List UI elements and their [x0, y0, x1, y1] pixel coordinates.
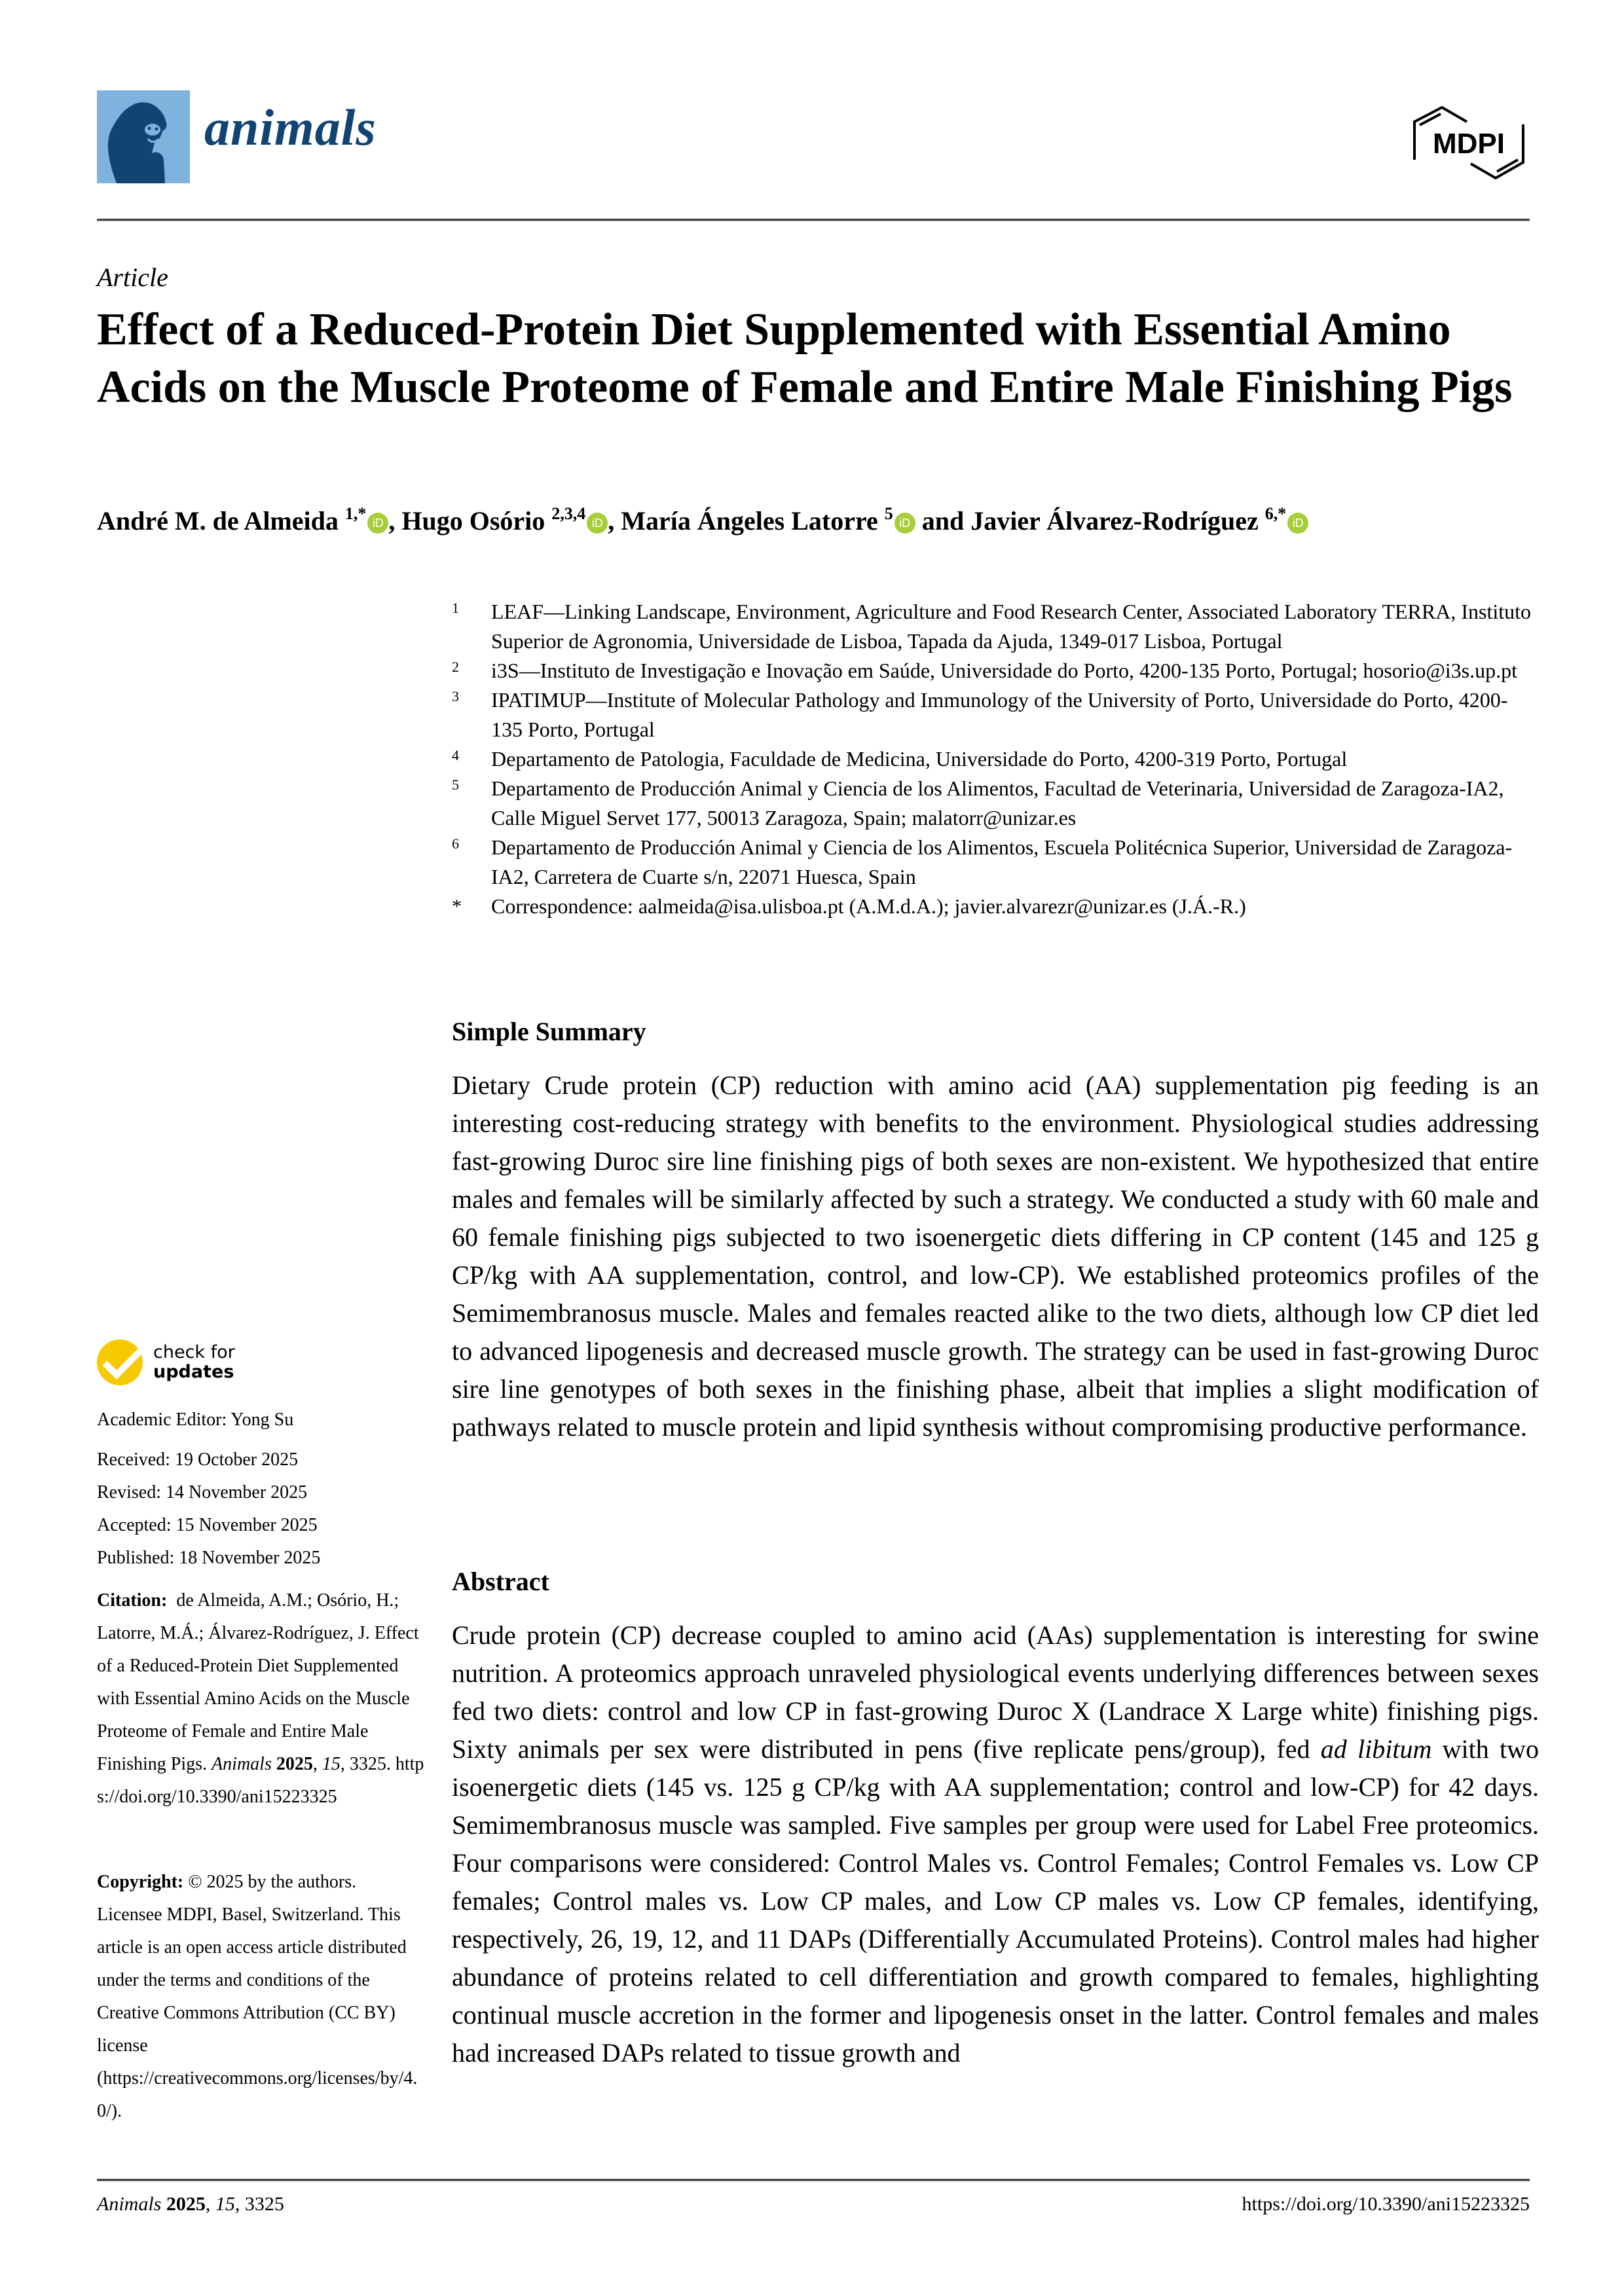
- citation-block: Citation: de Almeida, A.M.; Osório, H.; Latorre, M.Á.; Álvarez-Rodríguez, J. Effect of a Reduced-Protein Diet Supplemented with Essential Amino Acids on the Muscle Proteome of Female and Entire Male Finishing Pigs. Animals 2025, 15, 3325. https://doi.org/10.3390/ani15223325: [97, 1590, 424, 1807]
- abstract-heading: Abstract: [452, 1567, 549, 1596]
- affiliations: [452, 597, 1539, 921]
- affiliation-item: 3 IPATIMUP—Institute of Molecular Pathology and Immunology of the University of Porto, Universidade do Porto, 4200-135 Porto, Portugal: [452, 688, 1508, 741]
- orcid-icon[interactable]: iD: [587, 513, 608, 534]
- article-title: Effect of a Reduced-Protein Diet Supplemented with Essential Amino Acids on the Muscle Proteome of Female and Entire Male Finishing Pigs: [97, 304, 1513, 412]
- orcid-icon[interactable]: iD: [895, 513, 915, 534]
- received-date: Received: 19 October 2025: [97, 1449, 299, 1470]
- author-list: André M. de Almeida $^{1,*}$ iD , Hugo Osório $^{2,3,4}$ iD , María Ángeles Latorre $^5$ iD and Javier Álvarez-Rodríguez $^{6,*}$ iD: [97, 504, 1308, 536]
- citation-doi-link[interactable]: https://doi.org/10.3390/ani15223325: [97, 1754, 424, 1807]
- affiliation-item: 5 Departamento de Producción Animal y Ciencia de los Alimentos, Facultad de Veterinaria, Universidad de Zaragoza-IA2, Calle Miguel Servet 177, 50013 Zaragoza, Spain; malatorr@unizar.es: [452, 776, 1504, 829]
- published-date: Published: 18 November 2025: [97, 1548, 321, 1568]
- abstract-text: Crude protein (CP) decrease coupled to amino acid (AAs) supplementation is interesting for swine nutrition. A proteomics approach unraveled physiological events underlying differences between sexes fed two diets: control and low CP in fast-growing Duroc X (Landrace X Large white) finishing pigs. Sixty animals per sex were distributed in pens (five replicate pens/group), fed ad libitum with two isoenergetic diets (145 vs. 125 g CP/kg with AA supplementation; control and low-CP) for 42 days. Semimembranosus muscle was sampled. Five samples per group were used for Label Free proteomics. Four comparisons were considered: Control Males vs. Control Females; Control Females vs. Low CP females; Control males vs. Low CP males, and Low CP males vs. Low CP females, identifying, respectively, 26, 19, 12, and 11 DAPs (Differentially Accumulated Proteins). Control males had higher abundance of proteins related to cell differentiation and growth compared to females, highlighting continual muscle accretion in the former and lipogenesis onset in the latter. Control females and males had increased DAPs related to tissue growth and: [452, 1620, 1539, 2068]
- mdpi-logo[interactable]: [1408, 105, 1532, 183]
- accepted-date: Accepted: 15 November 2025: [97, 1515, 318, 1535]
- footer-divider: [97, 2179, 1530, 2181]
- footer-citation: Animals 2025, 15, 3325: [97, 2193, 284, 2215]
- check-for-updates-button[interactable]: check for updates: [97, 1339, 235, 1385]
- author[interactable]: André M. de Almeida $^{1,*}$: [97, 504, 367, 536]
- orcid-icon[interactable]: iD: [1287, 513, 1308, 534]
- article-type: Article: [97, 263, 168, 292]
- orcid-icon[interactable]: iD: [367, 513, 388, 534]
- correspondence: * Correspondence: aalmeida@isa.ulisboa.pt (A.M.d.A.); javier.alvarezr@unizar.es (J.Á.-R.): [452, 894, 1246, 918]
- primate-logo-icon: [97, 90, 190, 183]
- simple-summary-heading: Simple Summary: [452, 1017, 646, 1046]
- svg-text:MDPI: MDPI: [1433, 128, 1505, 160]
- author[interactable]: Javier Álvarez-Rodríguez $^{6,*}$: [970, 504, 1287, 536]
- revised-date: Revised: 14 November 2025: [97, 1482, 308, 1503]
- journal-logo[interactable]: [97, 90, 190, 183]
- header-divider: [97, 219, 1530, 221]
- mdpi-hexagon-icon: [1408, 105, 1532, 183]
- simple-summary-section: [452, 1016, 1539, 1446]
- copyright-block: Copyright: © 2025 by the authors. Licensee MDPI, Basel, Switzerland. This article is an open access article distributed under the terms and conditions of the Creative Commons Attribution (CC BY) license (https://creativecommons.org/licenses/by/4.0/).: [97, 1872, 418, 2121]
- publication-dates: [97, 1444, 424, 1575]
- simple-summary-text: Dietary Crude protein (CP) reduction with amino acid (AA) supplementation pig feeding is an interesting cost-reducing strategy with benefits to the environment. Physiological studies addressing fast-growing Duroc sire line finishing pigs of both sexes are non-existent. We hypothesized that entire males and females will be similarly affected by such a strategy. We conducted a study with 60 male and 60 female finishing pigs subjected to two isoenergetic diets differing in CP content (145 and 125 g CP/kg with AA supplementation, control, and low-CP). We established proteomics profiles of the Semimembranosus muscle. Males and females reacted alike to the two diets, although low CP diet led to advanced lipogenesis and decreased muscle growth. The strategy can be used in fast-growing Duroc sire line genotypes of both sexes in the finishing phase, albeit that implies a slight modification of pathways related to muscle protein and lipid synthesis without compromising productive performance.: [452, 1070, 1539, 1442]
- journal-name[interactable]: animals: [204, 99, 377, 156]
- check-updates-icon: [97, 1339, 143, 1385]
- affiliation-item: 1 LEAF—Linking Landscape, Environment, Agriculture and Food Research Center, Associated Laboratory TERRA, Instituto Superior de Agronomia, Universidade de Lisboa, Tapada da Ajuda, 1349-017 Lisboa, Portugal: [452, 600, 1532, 653]
- author[interactable]: Hugo Osório $^{2,3,4}$: [401, 504, 586, 536]
- academic-editor: Academic Editor: Yong Su: [97, 1410, 294, 1430]
- affiliation-item: 4 Departamento de Patologia, Faculdade de Medicina, Universidade do Porto, 4200-319 Porto, Portugal: [452, 747, 1348, 771]
- affiliation-item: 2 i3S—Instituto de Investigação e Inovação em Saúde, Universidade do Porto, 4200-135 Porto, Portugal; hosorio@i3s.up.pt: [452, 659, 1518, 682]
- footer-doi-link[interactable]: https://doi.org/10.3390/ani15223325: [1242, 2193, 1530, 2215]
- author[interactable]: María Ángeles Latorre $^5$: [621, 504, 893, 536]
- abstract-section: [452, 1566, 1539, 2072]
- affiliation-item: 6 Departamento de Producción Animal y Ciencia de los Alimentos, Escuela Politécnica Superior, Universidad de Zaragoza-IA2, Carretera de Cuarte s/n, 22071 Huesca, Spain: [452, 835, 1513, 888]
